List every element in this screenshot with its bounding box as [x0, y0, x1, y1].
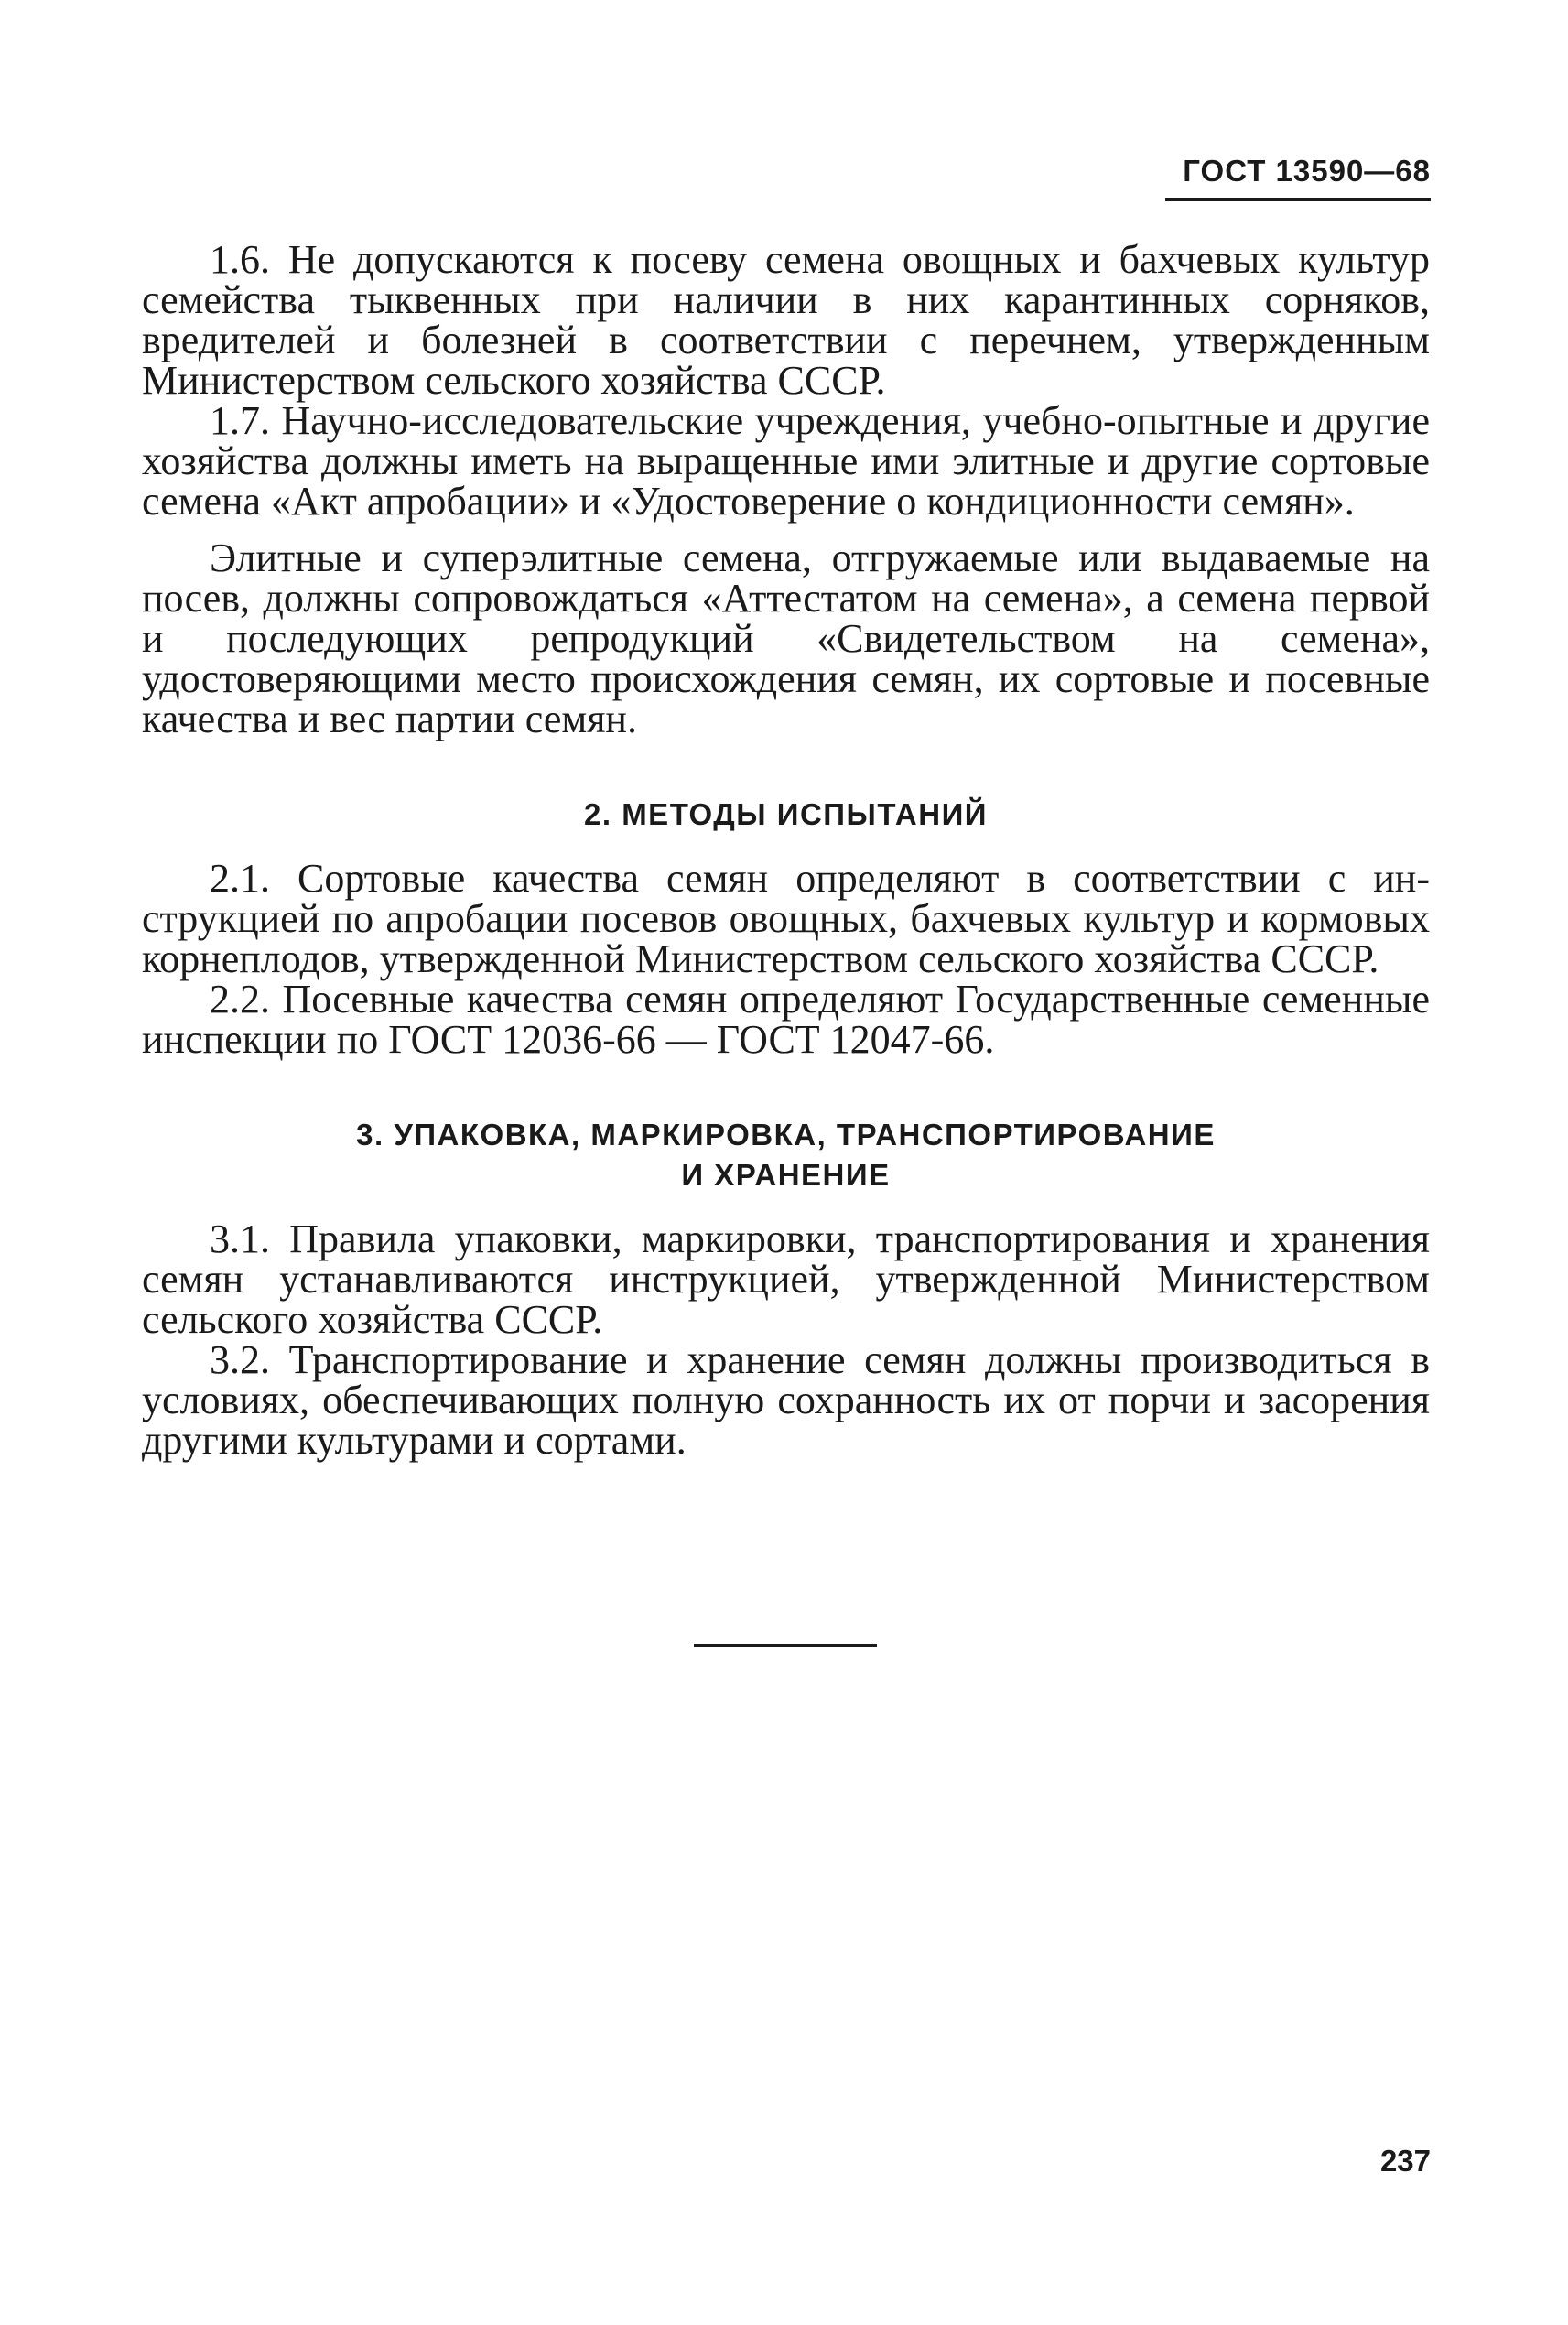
paragraph-2-1: 2.1. Сортовые качества семян определяют в соответствии с инструкцией по апробации посевов овощных, бахчевых культур и кормовых корнеплодов, утвержденной Министерством сельского хозяйства СССР.: [142, 856, 1430, 981]
paragraph-3-1: 3.1. Правила упаковки, маркировки, транспортирования и хранения семян устанавливаются инструкцией, утвержденной Министерством сельского хозяйства СССР.: [142, 1217, 1430, 1342]
running-header: ГОСТ 13590—68: [1165, 154, 1431, 201]
end-of-text-rule: [694, 1644, 877, 1647]
paragraph-1-7: 1.7. Научно-исследовательские учреждения, учебно-опытные и другие хозяйства должны иметь на выращенные ими элитные и другие сортовые семена «Акт апробации» и «Удостоверение о кондиционности семян».: [142, 398, 1430, 524]
paragraph-1-7-continued: Элитные и суперэлитные семена, отгружаемые или выдаваемые на посев, должны сопровождаться «Аттестатом на семена», а семена первой и последующих репродукций «Свидетельством на семена», удостоверяющими место происхождения семян, их сортовые и посевные качества и вес партии семян.: [142, 535, 1430, 741]
paragraph-1-6: 1.6. Не допускаются к посеву семена овощных и бахчевых культур семейства тыквенных при наличии в них карантинных сорняков, вредителей и болезней в соответствии с перечнем, утвержденным Министерством сельского хозяйства СССР.: [142, 237, 1430, 403]
page-number: 237: [1379, 2144, 1431, 2178]
page-content: [142, 237, 1430, 1463]
paragraph-3-2: 3.2. Транспортирование и хранение семян должны производиться в условиях, обеспечивающих полную сохранность их от порчи и засорения другими культурами и сортами.: [142, 1337, 1430, 1463]
section-heading-3: [142, 1115, 1430, 1195]
section-heading-2: 2. МЕТОДЫ ИСПЫТАНИЙ: [584, 797, 988, 831]
section-heading-3-line-2: И ХРАНЕНИЕ: [681, 1158, 891, 1192]
paragraph-2-2: 2.2. Посевные качества семян определяют Государственные семенные инспекции по ГОСТ 12036-66 — ГОСТ 12047-66.: [142, 977, 1430, 1062]
section-heading-3-line-1: 3. УПАКОВКА, МАРКИРОВКА, ТРАНСПОРТИРОВАНИЕ: [356, 1118, 1216, 1152]
